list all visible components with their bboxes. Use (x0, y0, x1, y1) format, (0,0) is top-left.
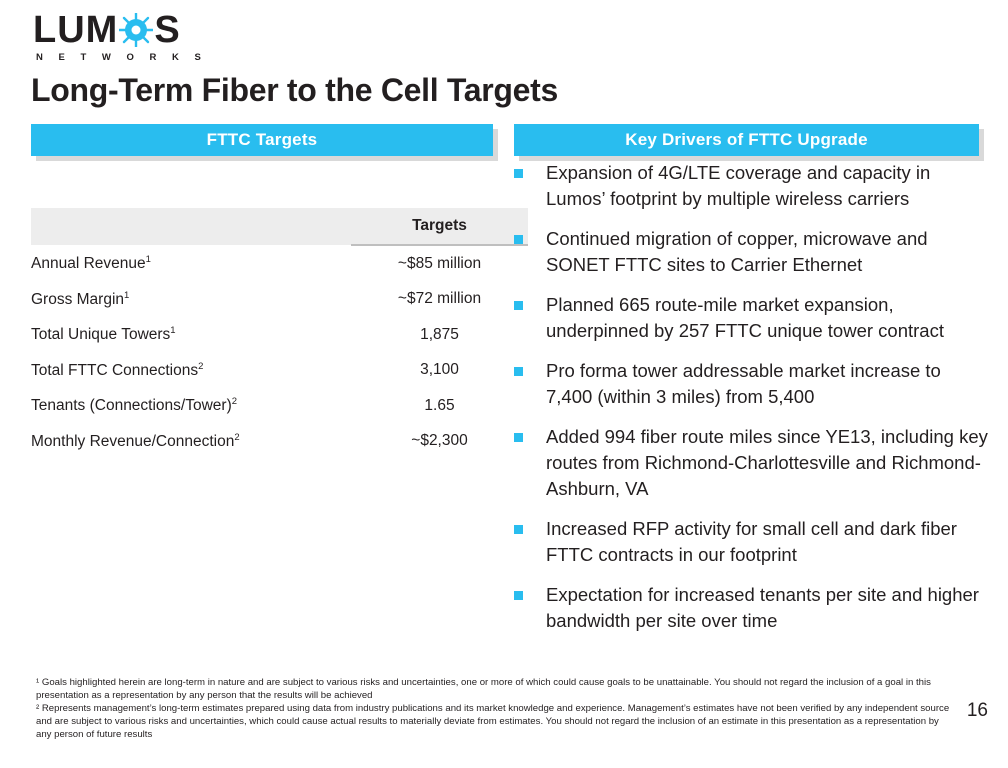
table-row-footnote-marker: 2 (231, 396, 238, 408)
table-row-value: ~$2,300 (411, 432, 468, 450)
table-row-footnote-marker: 1 (145, 253, 151, 265)
footnote-2: ² Represents management’s long-term estimates prepared using data from industry publications and its market knowledge and experience. Management’s estimates have not been verified by any independent source and are subject to various risks and uncertainties, which could cause actual results to materially deviate from estimates. You should not regard the inclusion of an estimate in this presentation as a representation by any person of future results (36, 703, 950, 740)
list-item (514, 292, 992, 344)
table-row-footnote-marker: 1 (124, 289, 130, 301)
footnote-1: ¹ Goals highlighted herein are long-term in nature and are subject to various risks and uncertainties, one or more of which could cause goals to be unattainable. You should not regard the inclusion of a goal in this presentation as a representation by any person that the results will be achieved (36, 677, 931, 701)
table-row-footnote-marker: 1 (170, 325, 176, 337)
list-item-text: Expectation for increased tenants per site and higher bandwidth per site over time (546, 584, 979, 631)
table-row-value: 3,100 (420, 361, 459, 379)
table-row (31, 353, 528, 389)
targets-table (31, 208, 528, 459)
list-item (514, 582, 992, 634)
table-row-footnote-marker: 2 (198, 360, 204, 372)
table-row-footnote-marker: 2 (234, 431, 240, 443)
bullet-square-icon (514, 169, 523, 178)
list-item (514, 424, 992, 502)
list-item-text: Increased RFP activity for small cell and dark fiber FTTC contracts in our footprint (546, 518, 957, 565)
table-row-value: ~$85 million (397, 254, 482, 272)
table-row (31, 424, 528, 460)
logo-subtitle: N E T W O R K S (36, 52, 208, 63)
page-number: 16 (966, 700, 988, 721)
table-row (31, 245, 528, 282)
starburst-icon (119, 13, 153, 47)
section-banner-key-drivers: Key Drivers of FTTC Upgrade (514, 124, 979, 156)
list-item (514, 516, 992, 568)
list-item-text: Planned 665 route-mile market expansion, underpinned by 257 FTTC unique tower contract (546, 294, 944, 341)
list-item-text: Pro forma tower addressable market increase to 7,400 (within 3 miles) from 5,400 (546, 360, 941, 407)
table-row (31, 317, 528, 353)
list-item-text: Continued migration of copper, microwave and SONET FTTC sites to Carrier Ethernet (546, 228, 928, 275)
footnotes (36, 676, 951, 741)
table-header-row (31, 208, 528, 245)
bullet-square-icon (514, 433, 523, 442)
table-row-label-text: Total FTTC Connections (31, 361, 199, 379)
table-row-label-text: Tenants (Connections/Tower) (31, 397, 232, 415)
logo-wordmark (33, 10, 253, 50)
company-logo (33, 10, 253, 63)
table-row-value: 1,875 (420, 325, 459, 343)
logo-word-part2: S (154, 9, 181, 51)
table-row-label (31, 424, 351, 460)
bullet-square-icon (514, 301, 523, 310)
table-header-targets: Targets (351, 208, 528, 245)
logo-word-part1: LUM (33, 9, 119, 51)
key-drivers-list (514, 160, 992, 648)
table-row-label-text: Total Unique Towers (31, 326, 171, 344)
table-row-value: ~$72 million (397, 290, 482, 308)
bullet-square-icon (514, 235, 523, 244)
list-item-text: Added 994 fiber route miles since YE13, including key routes from Richmond-Charlottesville and Richmond-Ashburn, VA (546, 426, 988, 499)
list-item (514, 160, 992, 212)
table-row-label (31, 317, 351, 353)
section-banner-ftc-targets: FTTC Targets (31, 124, 493, 156)
table-row-label (31, 245, 351, 282)
table-row-label-text: Annual Revenue (31, 254, 146, 272)
bullet-square-icon (514, 591, 523, 600)
table-row-label (31, 388, 351, 424)
list-item-text: Expansion of 4G/LTE coverage and capacity in Lumos’ footprint by multiple wireless carriers (546, 162, 931, 209)
table-row (31, 388, 528, 424)
table-row-label (31, 353, 351, 389)
table-row-value: 1.65 (424, 396, 455, 414)
table-row-label-text: Monthly Revenue/Connection (31, 432, 235, 450)
page-title: Long-Term Fiber to the Cell Targets (31, 72, 559, 108)
table-row-label (31, 282, 351, 318)
table-header-label (31, 208, 351, 245)
list-item (514, 358, 992, 410)
table-row-label-text: Gross Margin (31, 290, 125, 308)
bullet-square-icon (514, 525, 523, 534)
bullet-square-icon (514, 367, 523, 376)
table-row (31, 282, 528, 318)
list-item (514, 226, 992, 278)
